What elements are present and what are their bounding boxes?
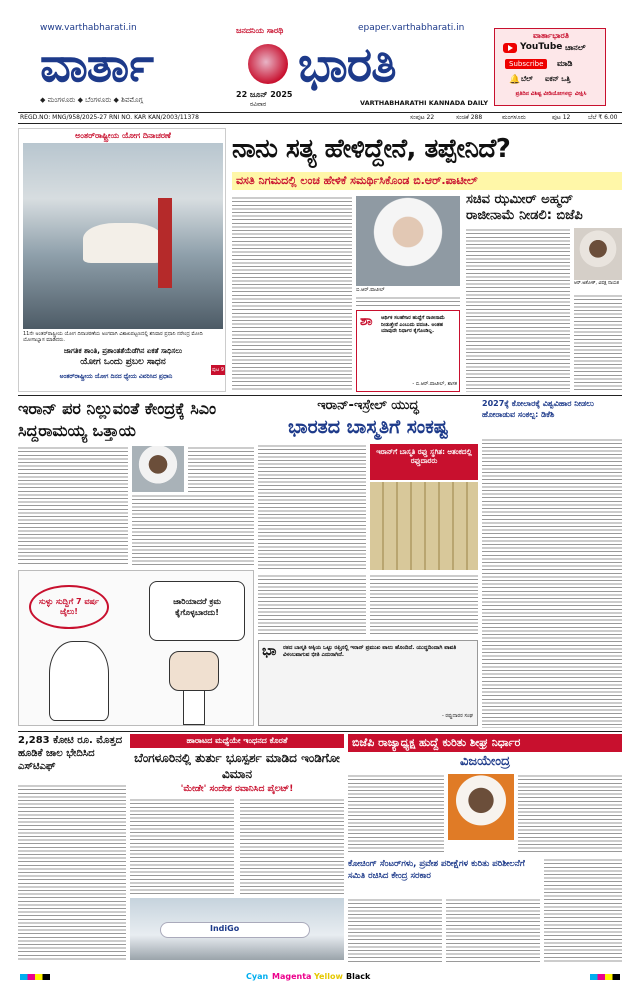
lead-body-col-1 [232, 196, 352, 392]
yt-bell: ಬೆಲ್ [521, 75, 533, 83]
coaching-story[interactable] [348, 858, 622, 962]
bjp-name: ವಿಜಯೇಂದ್ರ [459, 754, 511, 769]
basmati-story[interactable] [258, 398, 478, 728]
yoga-headline-1: ಜಾಗತಿಕ ಶಾಂತಿ, ಪ್ರಶಾಂತತೆಯೆಡೆಗಿನ ಏಕತೆ ಸಾಧಿಸಲು [63, 347, 183, 355]
yt-do: ಮಾಡಿ [557, 59, 573, 68]
yt-label: YouTube [520, 42, 563, 52]
yt-title: ವಾರ್ತಾಭಾರತಿ [533, 31, 569, 40]
patil-photo [356, 196, 460, 286]
footer-yellow: Yellow [314, 972, 343, 981]
basmati-box: ಇರಾನ್‌ಗೆ ಬಾಸ್ಮತಿ ರಫ್ತು ಸ್ಥಗಿತ: ಆತಂಕದಲ್ಲಿ ರಫ್ತುದಾರರು [370, 444, 478, 480]
cartoon-panel [18, 570, 254, 726]
yoga-subhead: ಅಂತರ್‌ರಾಷ್ಟ್ರೀಯ ಯೋಗ ದಿನದ ಧ್ಯೇಯ ವಿವರಿಸಿದ ಪ್ರಧಾನಿ [59, 373, 173, 380]
cartoon-man-icon [49, 641, 109, 721]
youtube-play-icon [503, 43, 517, 53]
zameer-body-2 [574, 294, 622, 392]
basmati-body-2 [258, 574, 366, 636]
bell-icon: 🔔 [509, 75, 521, 85]
yoga-headline-2: ಯೋಗ ಒಂದು ಪ್ರಬಲ ಸಾಧನ [80, 357, 166, 367]
yt-icon: ಐಕನ್ ಒತ್ತಿ [545, 75, 571, 83]
basmati-kicker: ಇರಾನ್-ಇಸ್ರೇಲ್ ಯುದ್ಧ [317, 398, 419, 413]
basmati-quote-box [258, 640, 478, 726]
ashok-photo [574, 228, 622, 280]
ashok-caption: ಆರ್.ಅಶೋಕ್, ವಿಪಕ್ಷ ನಾಯಕ [574, 281, 619, 286]
iran-cm-body-3 [188, 446, 254, 492]
bjp-headline: ಬಿಜೆಪಿ ರಾಜ್ಯಾಧ್ಯಕ್ಷ ಹುದ್ದೆ ಕುರಿತು ಶೀಘ್ರ ನಿರ್ಧಾರ [348, 734, 622, 752]
lead-quote-mark: ಶಾ [360, 313, 373, 329]
youtube-promo[interactable] [494, 28, 606, 106]
issue-number: ಸಂಚಿಕೆ 288 [456, 114, 483, 121]
epaper-url[interactable]: epaper.varthabharati.in [358, 23, 465, 33]
logo-left: ವಾರ್ತಾ [40, 37, 154, 93]
info-bar [18, 112, 622, 124]
zameer-story[interactable] [466, 192, 622, 392]
registration-number: REGD.NO: MNG/958/2025-27 RNI NO. KAR KAN/2003/11378 [20, 114, 199, 121]
lead-subhead: ವಸತಿ ನಿಗಮದಲ್ಲಿ ಲಂಚ ಹೇಳಿಕೆ ಸಮರ್ಥಿಸಿಕೊಂಡ ಬಿ.ಆರ್.ಪಾಟೀಲ್ [232, 172, 622, 190]
footer-magenta: Magenta [272, 972, 312, 981]
election-story[interactable] [482, 398, 622, 728]
indigo-body-2 [240, 798, 344, 894]
logo-emblem-icon [248, 44, 288, 84]
rice-sacks-photo [370, 482, 478, 570]
patil-caption: ಬಿ.ಆರ್.ಪಾಟೀಲ್ [356, 287, 385, 293]
yoga-photo [23, 143, 223, 329]
siddaramaiah-photo [132, 446, 184, 492]
coaching-body-2 [446, 898, 540, 962]
iran-cm-body-1 [18, 446, 128, 566]
indigo-plane-label: IndiGo [210, 924, 240, 933]
lead-quote-author: - ಬಿ.ಆರ್.ಪಾಟೀಲ್, ಶಾಸಕ [412, 381, 457, 387]
indigo-body-1 [130, 798, 234, 894]
indigo-subhead: 'ಮೇಡೇ' ಸಂದೇಶ ರವಾನಿಸಿದ ಪೈಲಟ್! [180, 784, 294, 794]
iran-cm-body-2 [132, 494, 254, 566]
yt-caption: ಪ್ರತಿದಿನ ವಿಶಿಷ್ಟ ವೀಡಿಯೋಗಳನ್ನು ವೀಕ್ಷಿಸಿ [515, 91, 587, 97]
basmati-body-1 [258, 444, 366, 570]
bjp-story[interactable] [348, 734, 622, 854]
bjp-body-2 [518, 774, 622, 854]
logo-right: ಭಾರತಿ [298, 37, 396, 93]
coaching-headline: ಕೋಚಿಂಗ್ ಸೆಂಟರ್‌ಗಳು, ಪ್ರವೇಶ ಪರೀಕ್ಷೆಗಳ ಕುರಿತು ಪರಿಶೀಲನೆಗೆ ಸಮಿತಿ ರಚಿಸಿದ ಕೇಂದ್ರ ಸರಕಾರ [348, 859, 525, 881]
yoga-photo-caption: 11ನೇ ಅಂತರ್‌ರಾಷ್ಟ್ರೀಯ ಯೋಗ ದಿನಾಚರಣೆಯ ಅಂಗವಾಗಿ ವಿಶಾಖಪಟ್ಟಣದಲ್ಲಿ ಶನಿವಾರ ಪ್ರಧಾನಿ ನರೇಂದ್ರ ಮೋದಿ ಯೋಗಾಭ್ಯಾಸ ಮಾಡಿದರು. [23, 331, 203, 343]
divider-1 [18, 395, 622, 396]
bjp-body-1 [348, 774, 444, 854]
basmati-quote-mark: ಭಾ [262, 643, 277, 659]
vijayendra-photo [448, 774, 514, 840]
coaching-body-3 [544, 858, 622, 962]
election-body [482, 438, 622, 728]
page-count: ಪುಟ 12 [552, 114, 571, 121]
indigo-headline: ಬೆಂಗಳೂರಿನಲ್ಲಿ ತುರ್ತು ಭೂಸ್ಪರ್ಶ ಮಾಡಿದ ಇಂಡಿಗೋ ವಿಮಾನ [134, 751, 340, 781]
lead-quote-box [356, 310, 460, 392]
footer-black: Black [346, 972, 371, 981]
volume: ಸಂಪುಟ 22 [410, 114, 435, 121]
cartoon-fist-icon [169, 651, 219, 691]
indigo-kicker: ಹಾರಾಟದ ಮಧ್ಯೆಯೇ ಇಂಧನದ ಕೊರತೆ [130, 734, 344, 748]
basmati-quote-author: - ರಫ್ತುದಾರರ ಸಂಘ [441, 713, 473, 719]
registration-marks [0, 968, 640, 988]
lead-quote-text: ಆರ್ಥಿಕ ಸಲಹೆಗಾರ ಹುದ್ದೆಗೆ ರಾಜೀನಾಮೆ ನೀಡುತ್ತೇನೆ ಎಂಬುದು ವದಂತಿ. ಅಂತಹ ಯಾವುದೇ ನಿರ್ಧಾರ ಕೈಗೊಂಡಿಲ್ಲ. [381, 315, 445, 334]
divider-2 [18, 731, 622, 732]
zameer-body [466, 228, 570, 392]
fraud-story[interactable] [18, 734, 126, 962]
coaching-body-1 [348, 898, 442, 962]
yoga-page-ref[interactable]: ಪುಟ 9 [211, 367, 225, 373]
logo [40, 36, 472, 94]
footer-cyan: Cyan [246, 972, 269, 981]
iran-cm-headline: ಇರಾನ್ ಪರ ನಿಲ್ಲುವಂತೆ ಕೇಂದ್ರಕ್ಕೆ ಸಿಎಂ ಸಿದ್ದರಾಮಯ್ಯ ಒತ್ತಾಯ [18, 399, 217, 440]
iran-cm-story[interactable] [18, 398, 254, 728]
indigo-story[interactable] [130, 734, 344, 962]
cartoon-bubble-2: ಜಾರಿಯಾದರೆ ಕ್ರಮ ಕೈಗೊಳ್ಳಬಾರದು! [149, 581, 245, 641]
basmati-headline: ಭಾರತದ ಬಾಸ್ಮತಿಗೆ ಸಂಕಷ್ಟ [287, 416, 449, 438]
tagline: ಜನದನಿಯ ಸಾರಥಿ [236, 26, 284, 35]
paper-name: VARTHABHARATHI KANNADA DAILY [360, 99, 489, 107]
zameer-headline: ಸಚಿವ ಝಮೀರ್ ಅಹ್ಮದ್ ರಾಜೀನಾಮೆ ನೀಡಲಿ: ಬಿಜೆಪಿ [466, 192, 583, 223]
edition-list: ◆ ಮಂಗಳೂರು ◆ ಬೆಂಗಳೂರು ◆ ಶಿವಮೊಗ್ಗ [40, 96, 143, 104]
election-headline: 2027ಕ್ಕೆ ಕೋಲಾರಕ್ಕೆ ವಿಶ್ವವಿಹಾರ ನೀಡಲು ಹೋರಾಡುವ ಸಂಕಲ್ಪ: ಡಿಕೆಶಿ [482, 399, 594, 419]
subscribe-button[interactable]: Subscribe [505, 59, 547, 69]
issue-day: ರವಿವಾರ [250, 101, 267, 108]
cartoon-bubble-1: ಸುಳ್ಳು ಸುದ್ದಿಗೆ 7 ವರ್ಷ ಜೈಲು! [29, 585, 109, 629]
issue-date: 22 ಜೂನ್ 2025 [236, 90, 293, 99]
price: ಬೆಲೆ ₹ 6.00 [588, 114, 618, 121]
yt-channel: ಚಾನಲ್ [565, 43, 586, 52]
yoga-label: ಅಂತರ್‌ರಾಷ್ಟ್ರೀಯ ಯೋಗ ದಿನಾಚರಣೆ [75, 131, 171, 140]
edition-city: ಮಂಗಳೂರು [502, 114, 526, 121]
masthead [0, 0, 640, 112]
basmati-quote-text: ರತದ ಬಾಸ್ಮತಿ ಅಕ್ಕಿಯ ಒಟ್ಟು ರಫ್ತಿನಲ್ಲಿ ಇರಾನ್ ಪ್ರಮುಖ ಪಾಲು ಹೊಂದಿದೆ. ಯುದ್ಧದಿಂದಾಗಿ ಪಾವತಿ ವಿಳಂಬವಾಗುವ ಭೀತಿ ಎದುರಾಗಿದೆ. [283, 645, 457, 658]
fraud-body [18, 784, 126, 962]
website-url[interactable]: www.varthabharati.in [40, 23, 137, 33]
lead-body-col-2 [356, 296, 460, 308]
indigo-plane-photo [130, 898, 344, 960]
lead-headline[interactable]: ನಾನು ಸತ್ಯ ಹೇಳಿದ್ದೇನೆ, ತಪ್ಪೇನಿದೆ? [232, 134, 511, 164]
basmati-body-3 [370, 574, 478, 636]
fraud-headline: 2,283 ಕೋಟಿ ರೂ. ಮೊತ್ತದ ಹೂಡಿಕೆ ಜಾಲ ಭೇದಿಸಿದ ಎಸ್‌ಟಿಎಫ್ [18, 735, 123, 772]
yoga-story[interactable] [18, 128, 226, 392]
